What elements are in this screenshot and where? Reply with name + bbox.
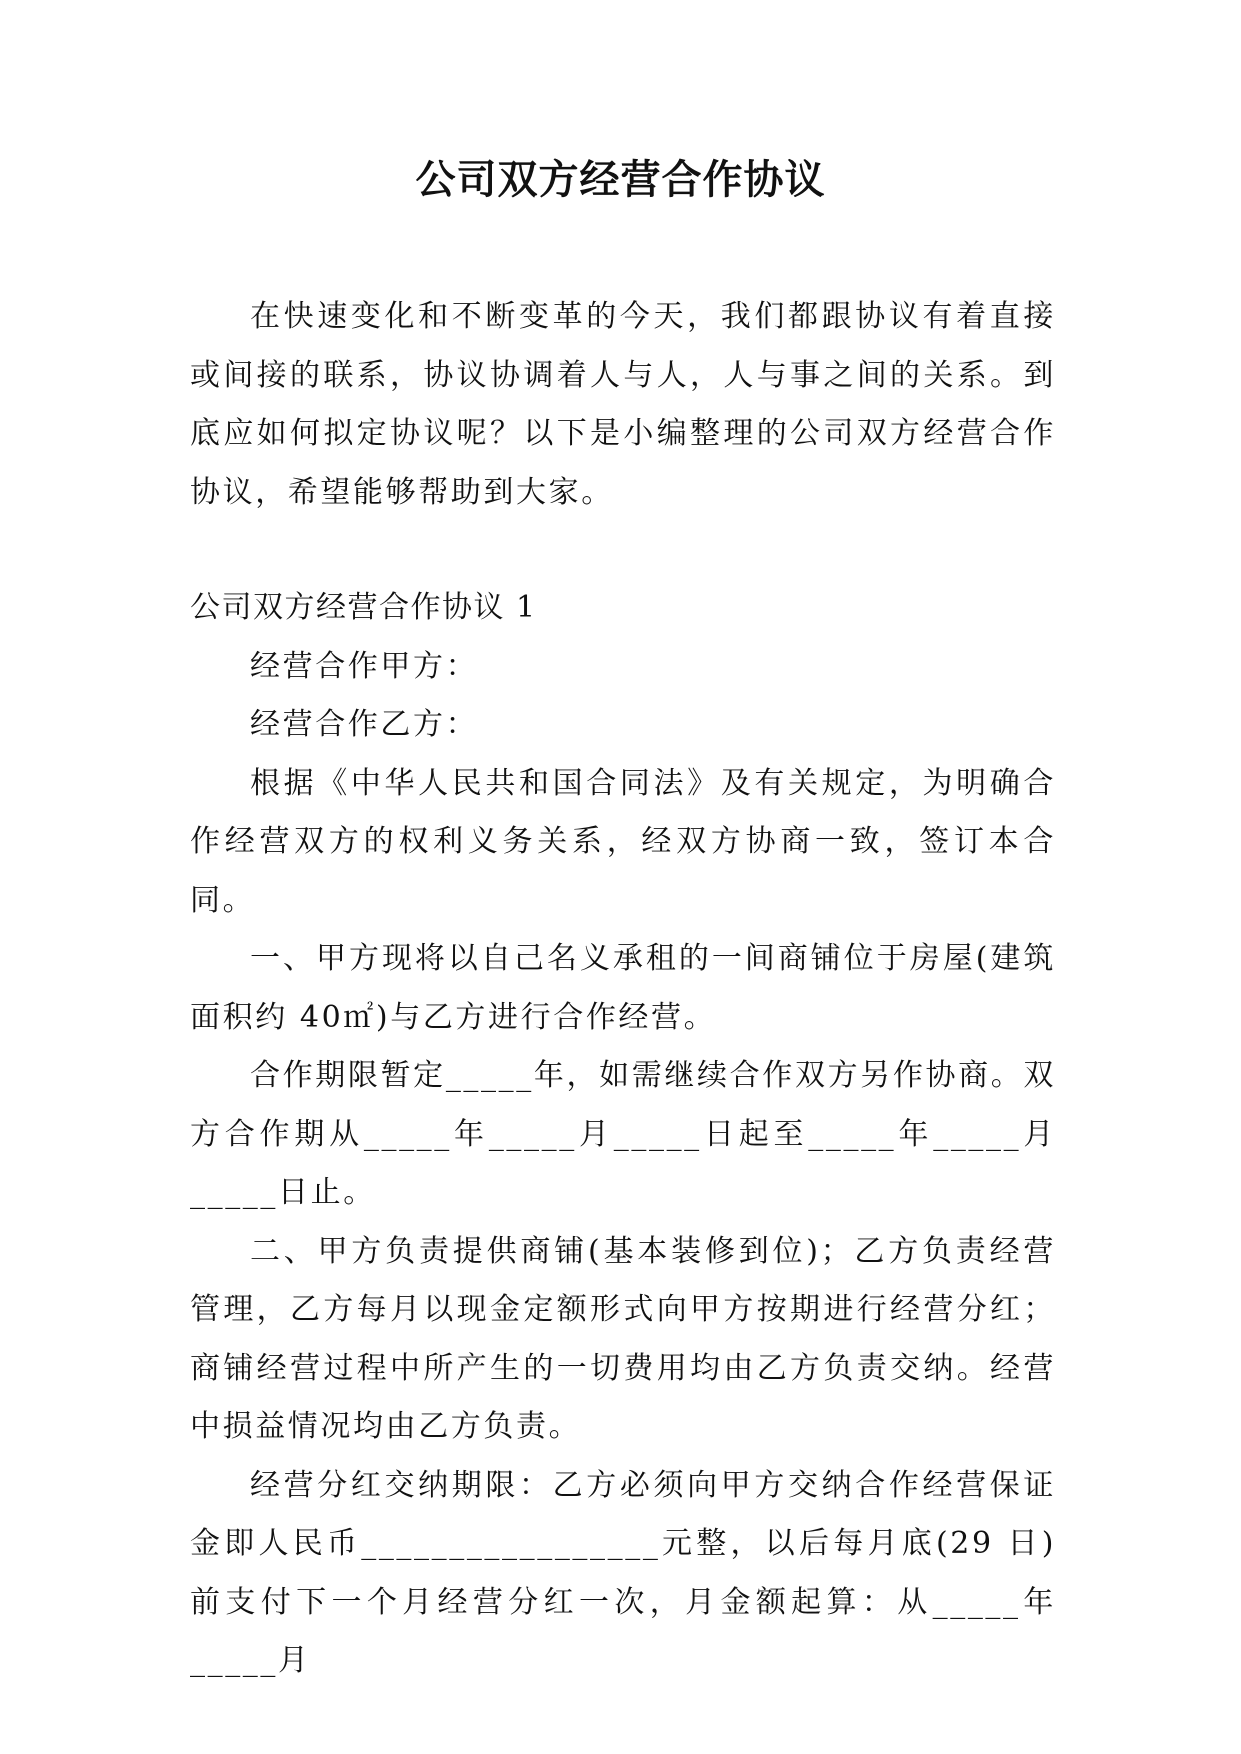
cooperation-term-paragraph: 合作期限暂定_____年，如需继续合作双方另作协商。双方合作期从_____年_____月_____日起至_____年_____月_____日止。 (190, 1058, 1056, 1210)
document-title: 公司双方经营合作协议 (415, 157, 826, 203)
clause-two-paragraph: 二、甲方负责提供商铺(基本装修到位)；乙方负责经营管理，乙方每月以现金定额形式向甲方按期进行经营分红；商铺经营过程中所产生的一切费用均由乙方负责交纳。经营中损益情况均由乙方负责。 (190, 1233, 1056, 1444)
contract-basis-paragraph: 根据《中华人民共和国合同法》及有关规定，为明确合作经营双方的权利义务关系，经双方协商一致，签订本合同。 (190, 765, 1056, 918)
clause-one-paragraph: 一、甲方现将以自己名义承租的一间商铺位于房屋(建筑面积约 40㎡)与乙方进行合作经营。 (190, 941, 1056, 1035)
document-body (190, 288, 1056, 1691)
dividend-payment-paragraph: 经营分红交纳期限：乙方必须向甲方交纳合作经营保证金即人民币_________________元整，以后每月底(29 日)前支付下一个月经营分红一次，月金额起算：从_____年_____月 (190, 1467, 1056, 1678)
party-a-line: 经营合作甲方： (250, 648, 479, 684)
intro-paragraph: 在快速变化和不断变革的今天，我们都跟协议有着直接或间接的联系，协议协调着人与人，人与事之间的关系。到底应如何拟定协议呢？以下是小编整理的公司双方经营合作协议，希望能够帮助到大家。 (190, 299, 1056, 510)
party-b-line: 经营合作乙方： (250, 707, 479, 742)
section-heading: 公司双方经营合作协议 1 (190, 590, 537, 625)
